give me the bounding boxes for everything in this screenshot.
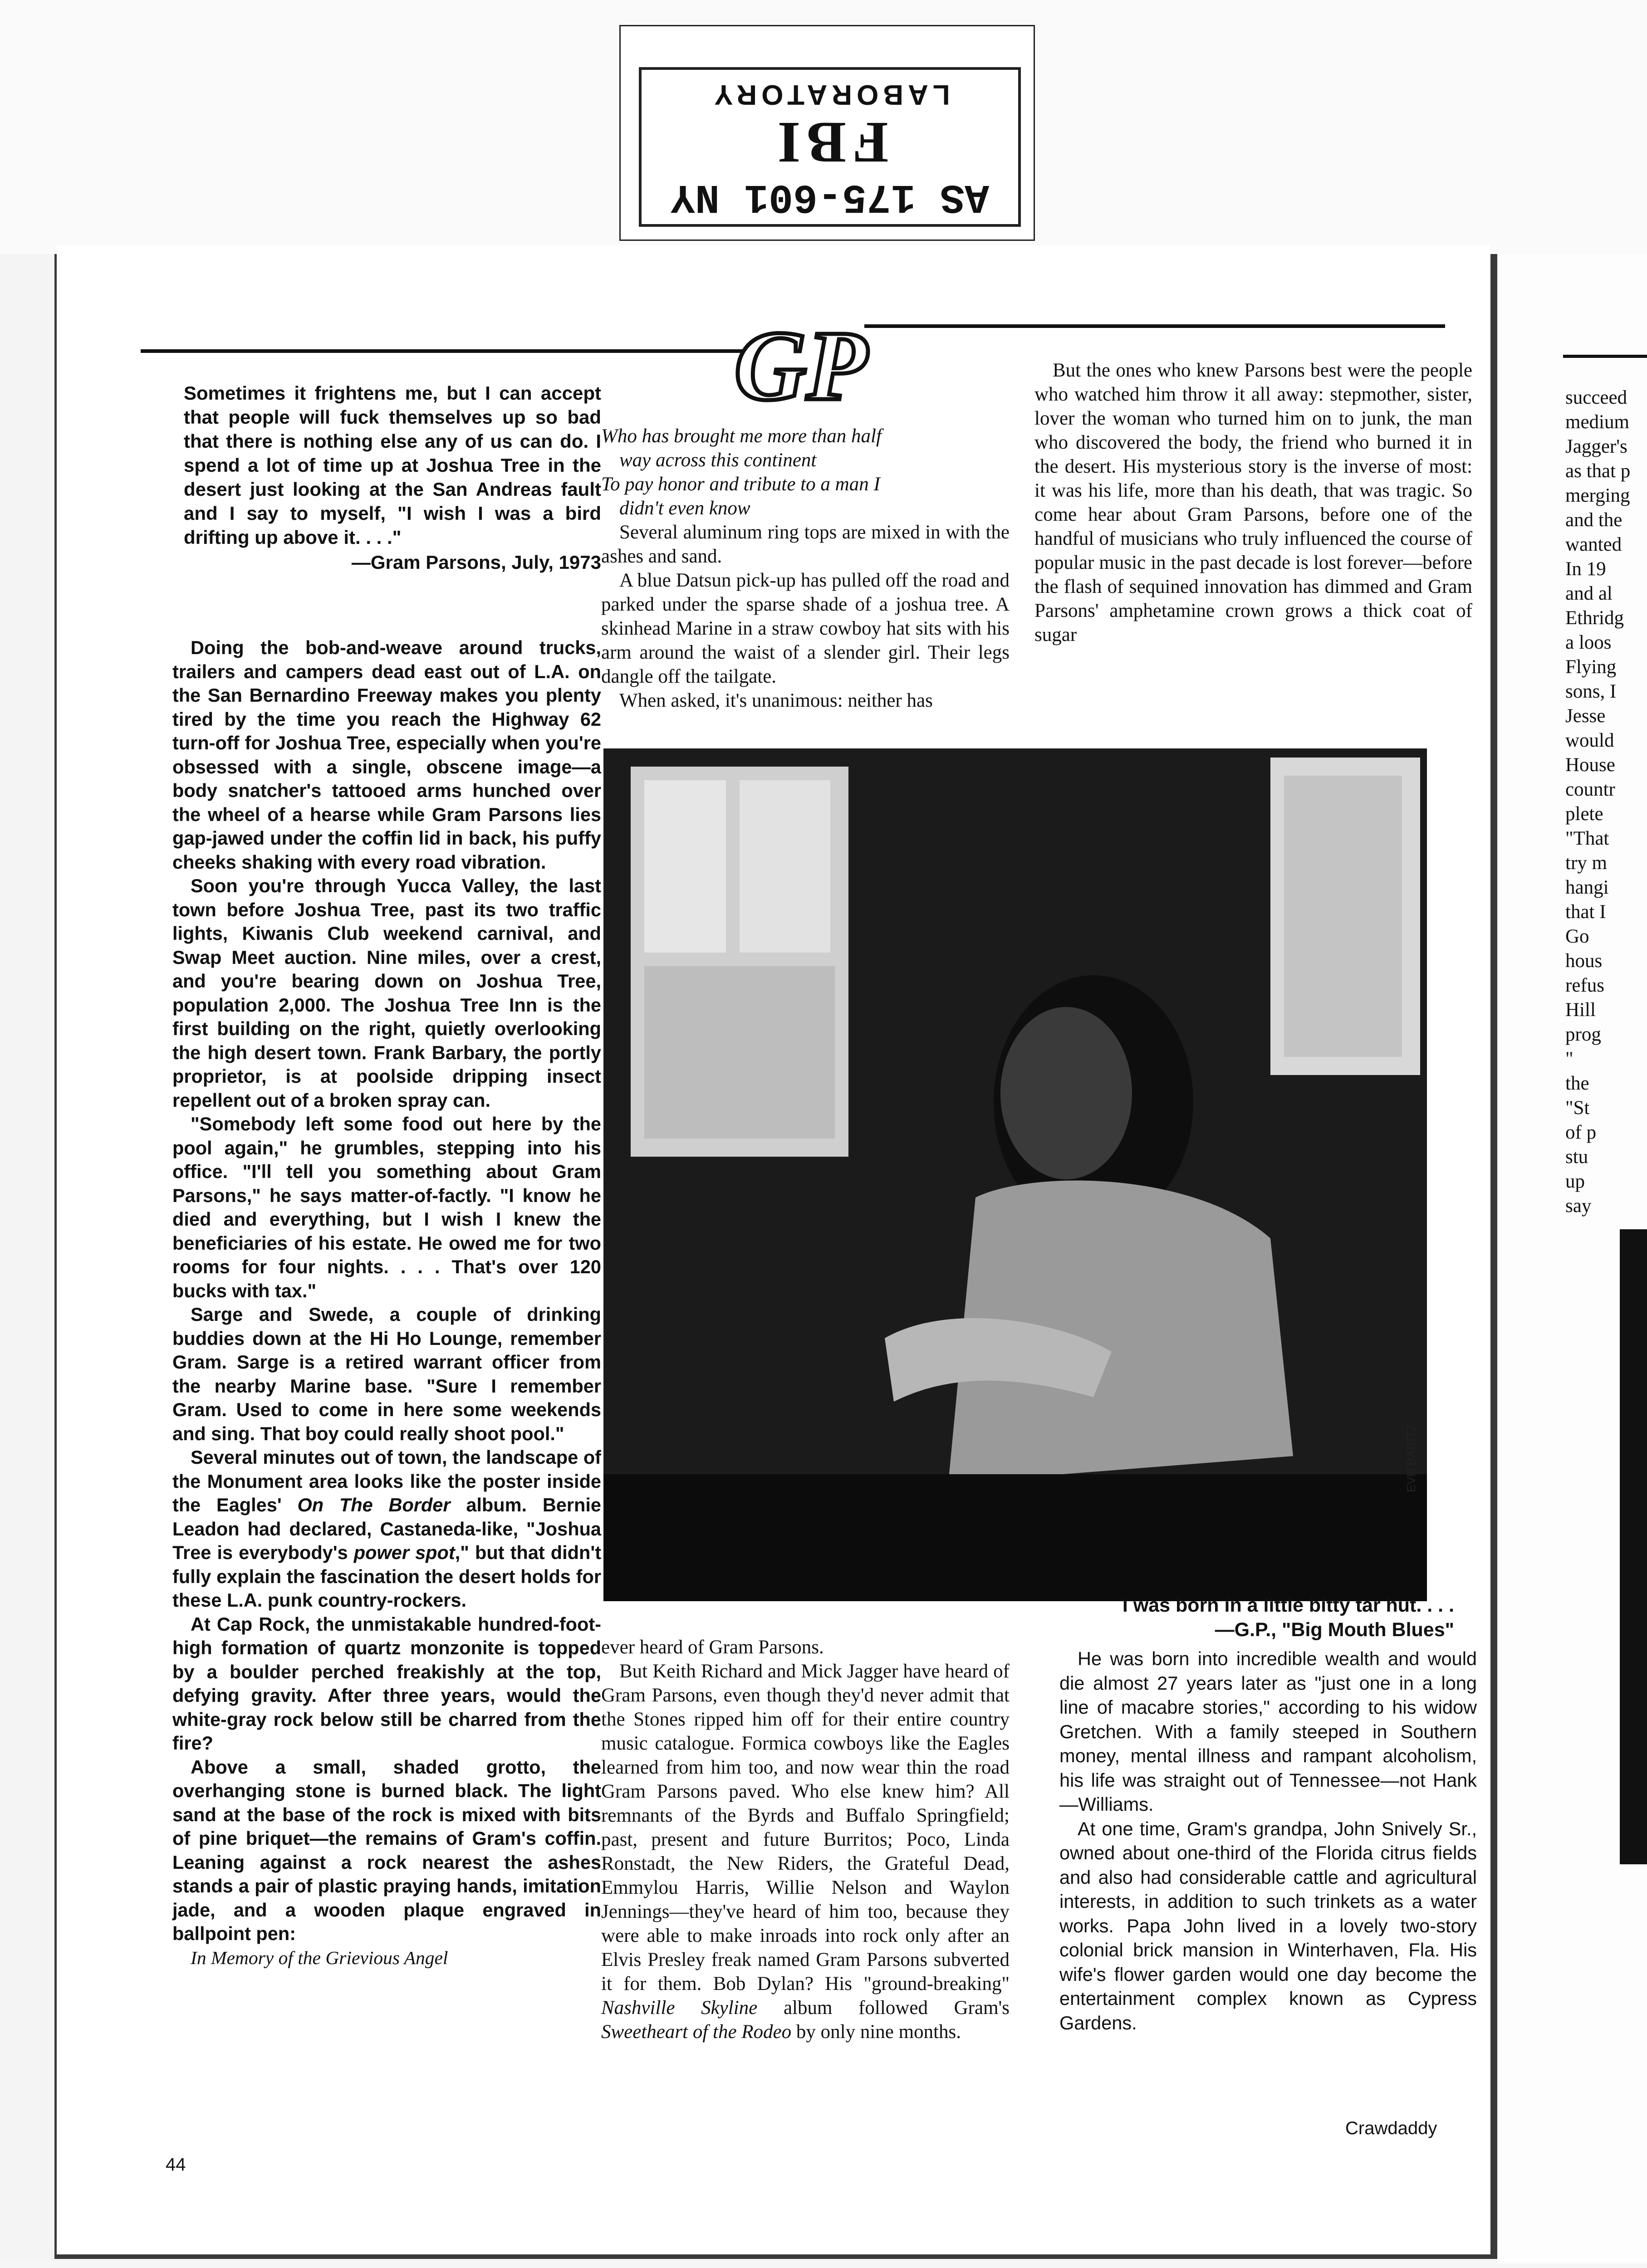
poem-line: To pay honor and tribute to a man I — [601, 474, 880, 495]
page-number: 44 — [166, 2155, 186, 2175]
paragraph: At one time, Gram's grandpa, John Snively Sr., owned about one-third of the Florida citrus fields and also had considerable cattle and agricultural interests, in addition to such trinkets as a water works. Papa John lived in a lovely two-story colonial brick mansion in Winterhaven, Fla. His wife's flower garden would one day become the entertainment complex known as Cypress Gardens. — [1059, 1818, 1477, 2033]
paragraph: When asked, it's unanimous: neither has — [619, 690, 933, 711]
paragraph: A blue Datsun pick-up has pulled off the road and parked under the sparse shade of a joshua tree. A skinhead Marine in a straw cowboy hat sits with his arm around the waist of a slender girl. Their legs dangle off the tailgate. — [601, 570, 1010, 687]
stamp-fbi: FBI — [771, 110, 889, 175]
paragraph: ever heard of Gram Parsons. — [601, 1637, 824, 1658]
pull-quote-attribution: —Gram Parsons, July, 1973 — [351, 552, 601, 573]
next-page-photo-edge — [1620, 1229, 1647, 1864]
pull-quote-text: Sometimes it frightens me, but I can accept that people will fuck themselves up so bad that there is nothing else any of us can do. I spend a lot of time up at Joshua Tree in the desert just looking at the San Andreas fault and I say to myself, "I wish I was a bird drifting up above it. . . ." — [184, 382, 601, 548]
poem-line: didn't even know — [619, 498, 750, 519]
column-1-body — [172, 636, 601, 1970]
gp-logo — [710, 308, 892, 422]
paragraph: But the ones who knew Parsons best were the people who watched him throw it all away: stepmother, sister, lover the woman who turned him on to junk, the man who discovered the body, the friend who burned it in the desert. His mysterious story is the inverse of most: it was his life, more than his death, that was tragic. So come hear about Gram Parsons, before one of the handful of musicians who truly influenced the course of popular music in the past decade is lost forever—before the flash of sequined innovation has dimmed and Gram Parsons' amphetamine crown grows a thick coat of sugar — [1034, 360, 1472, 645]
poem-line: Who has brought me more than half — [601, 425, 882, 447]
header-rule-left — [141, 349, 758, 353]
next-page-edge — [1497, 254, 1647, 2263]
paragraph: Doing the bob-and-weave around trucks, trailers and campers dead east out of L.A. on the San Bernardino Freeway makes you plenty tired by the time you reach the Highway 62 turn-off for Joshua Tree, especially when you're obsessed with a single, obscene image—a body snatcher's tattooed arms hunched over the wheel of a hearse while Gram Parsons lies gap-jawed under the coffin lid in back, his puffy cheeks shaking with every road vibration. — [172, 637, 601, 873]
column-2-bottom — [601, 1635, 1010, 2044]
fbi-lab-stamp — [619, 25, 1035, 241]
plaque-line: In Memory of the Grievious Angel — [191, 1947, 448, 1968]
paragraph: Several aluminum ring tops are mixed in with the ashes and sand. — [601, 522, 1010, 567]
caption-line: I was born in a little bitty tar hut. . . . — [1122, 1594, 1454, 1616]
paragraph: Above a small, shaded grotto, the overhanging stone is burned black. The light sand at the base of the rock is mixed with bits of pine briquet—the remains of Gram's coffin. Leaning against a rock nearest the ashes stands a pair of plastic praying hands, imitation jade, and a wooden plaque engraved in ballpoint pen: — [172, 1756, 601, 1944]
magazine-name: Crawdaddy — [1345, 2118, 1437, 2138]
caption-attribution: —G.P., "Big Mouth Blues" — [1215, 1619, 1454, 1641]
scan-background-bottom — [0, 2259, 1647, 2268]
photo-credit: EVE BABITZ — [1404, 1424, 1418, 1492]
poem-line: way across this continent — [619, 450, 817, 471]
paragraph: "Somebody left some food out here by the pool again," he grumbles, stepping into his office. "I'll tell you something about Gram Parsons," he says matter-of-factly. "I know he died and everything, but I wish I knew the beneficiaries of his estate. He owed me for two rooms for four nights. . . . That's over 120 bucks with tax." — [172, 1113, 601, 1301]
next-page-text: succeed medium Jagger's as that p merging and the wanted In 19 and al Ethridg a loos Flying sons, I Jesse would House countr plete "That try m hangi that I Go hous refus Hill prog " the "St of p stu up say — [1565, 387, 1631, 1217]
column-2-top — [601, 424, 1010, 713]
paragraph: He was born into incredible wealth and would die almost 27 years later as "just one in a long line of macabre stories," according to his widow Gretchen. With a family steeped in Southern money, mental illness and rampant alcoholism, his life was straight out of Tennessee—not Hank—Williams. — [1059, 1648, 1477, 1815]
paragraph: Sarge and Swede, a couple of drinking buddies down at the Hi Ho Lounge, remember Gram. Sarge is a retired warrant officer from the nearby Marine base. "Sure I remember Gram. Used to come in here some weekends and sing. That boy could really shoot pool." — [172, 1304, 601, 1444]
magazine-page — [57, 245, 1490, 2254]
stamp-frame — [639, 67, 1021, 227]
pull-quote — [184, 381, 601, 574]
paragraph: Several minutes out of town, the landscape of the Monument area looks like the poster inside the Eagles' On The Border album. Bernie Leadon had declared, Castaneda-like, "Joshua Tree is everybody's power spot," but that didn't fully explain the fascination the desert holds for these L.A. punk country-rockers. — [172, 1447, 602, 1611]
paragraph: Soon you're through Yucca Valley, the last town before Joshua Tree, past its two traffic lights, Kiwanis Club weekend carnival, and Swap Meet auction. Nine miles, over a crest, and you're bearing down on Joshua Tree, population 2,000. The Joshua Tree Inn is the first building on the right, quietly overlooking the high desert town. Frank Barbary, the portly proprietor, is at poolside dripping insect repellent out of a broken spray can. — [172, 875, 601, 1111]
scan-background-left — [0, 254, 54, 2268]
column-3-top — [1034, 358, 1472, 647]
next-page-rule — [1563, 355, 1647, 358]
stamp-laboratory: LABORATORY — [710, 79, 950, 110]
header-rule-right — [864, 324, 1445, 328]
paragraph: But Keith Richard and Mick Jagger have heard of Gram Parsons, even though they'd never admit that the Stones ripped him off for their entire country music catalogue. Formica cowboys like the Eagles learned from him too, and now wear thin the road Gram Parsons paved. Who else knew him? All remnants of the Byrds and Buffalo Springfield; past, present and future Burritos; Poco, Linda Ronstadt, the New Riders, the Grateful Dead, Emmylou Harris, Willie Nelson and Waylon Jennings—they've heard of him too, because they were able to make inroads into rock only after an Elvis Presley freak named Gram Parsons subverted it for them. Bob Dylan? His "ground-breaking" Nashville Skyline album followed Gram's Sweetheart of the Rodeo by only nine months. — [601, 1661, 1010, 2043]
svg-text:GP: GP — [734, 310, 868, 421]
paragraph: At Cap Rock, the unmistakable hundred-foot-high formation of quartz monzonite is topped by a boulder perched freakishly at the top, defying gravity. After three years, would the white-gray rock below still be charred from the fire? — [172, 1613, 601, 1754]
column-3-bottom — [1059, 1647, 1477, 2035]
photo-gram-parsons — [603, 748, 1427, 1601]
photo-caption — [1046, 1593, 1454, 1642]
stamp-number: AS 175-601 NY — [670, 173, 990, 220]
